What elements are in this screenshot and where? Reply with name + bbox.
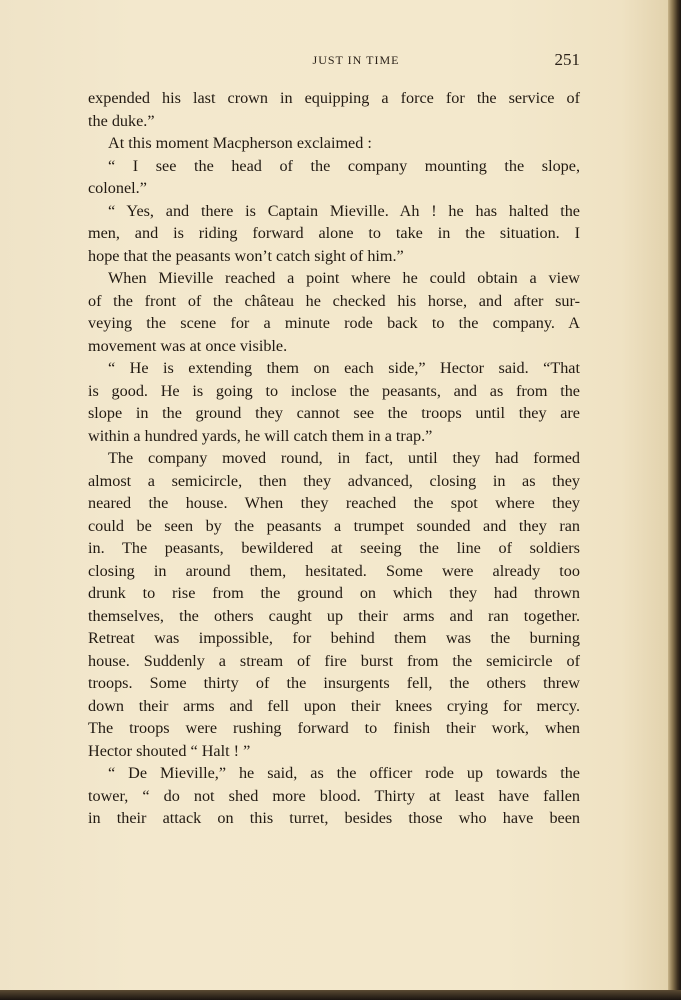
text-line: within a hundred yards, he will catch them in a trap.” [88,426,433,445]
text-line: closing in around them, hesitated. Some were already too [88,561,580,580]
text-line: themselves, the others caught up their arms and ran together. [88,606,580,625]
running-head: JUST IN TIME [312,53,400,67]
text-line: At this moment Macpherson exclaimed : [108,134,372,152]
text-line: troops. Some thirty of the insurgents fell, the others threw [88,674,580,692]
text-line: “ De Mieville,” he said, as the officer rode up towards the [108,764,580,782]
page-number: 251 [554,50,580,69]
text-line: could be seen by the peasants a trumpet sounded and they ran [88,516,580,535]
text-line: movement was at once visible. [88,336,288,355]
text-line: The troops were rushing forward to finish their work, when [88,719,580,737]
text-line: tower, “ do not shed more blood. Thirty at least have fallen [88,786,580,805]
text-line: of the front of the château he checked his horse, and after sur- [88,291,580,310]
text-line: “ He is extending them on each side,” Hector said. “That [108,359,580,377]
text-line: Hector shouted “ Halt ! ” [88,741,251,760]
text-line: the duke.” [88,111,155,130]
text-line: is good. He is going to inclose the peasants, and as from the [88,381,580,400]
text-line: men, and is riding forward alone to take in the situation. I [88,224,580,242]
text-line: When Mieville reached a point where he could obtain a view [108,269,580,287]
page-header [88,50,580,72]
text-line: colonel.” [88,179,147,197]
text-line: in. The peasants, bewildered at seeing the line of soldiers [88,539,580,557]
text-line: hope that the peasants won’t catch sight of him.” [88,246,404,265]
page-bottom-edge [0,990,681,1000]
text-line: Retreat was impossible, for behind them was the burning [88,629,580,647]
text-line: house. Suddenly a stream of fire burst from the semicircle of [88,651,580,670]
text-line: veying the scene for a minute rode back to the company. A [88,314,580,332]
text-line: in their attack on this turret, besides those who have been [88,809,580,827]
text-line: slope in the ground they cannot see the troops until they are [88,404,580,422]
text-line: almost a semicircle, then they advanced, closing in as they [88,471,580,490]
text-line: drunk to rise from the ground on which they had thrown [88,584,580,602]
text-line: neared the house. When they reached the spot where they [88,494,580,512]
body-text [88,87,580,830]
text-line: down their arms and fell upon their knees crying for mercy. [88,696,580,715]
text-line: The company moved round, in fact, until they had formed [108,449,580,467]
page-edge [668,0,681,1000]
text-line: “ I see the head of the company mounting the slope, [108,156,580,175]
text-line: “ Yes, and there is Captain Mieville. Ah ! he has halted the [108,201,580,220]
text-line: expended his last crown in equipping a force for the service of [88,89,580,107]
